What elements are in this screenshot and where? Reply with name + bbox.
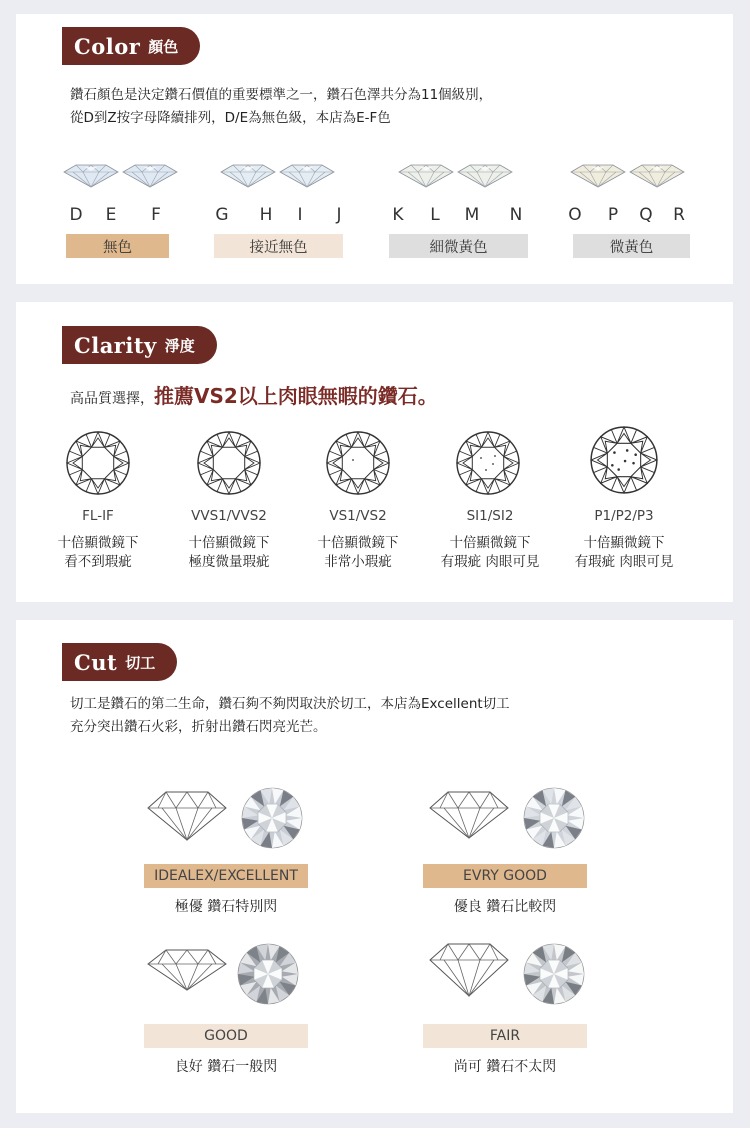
diamond-profile-icon	[144, 788, 230, 844]
clarity-diagram-fl-if	[65, 430, 131, 496]
grade-letter: K	[392, 205, 404, 225]
clarity-item-fl-if	[33, 508, 163, 572]
grade-letter: N	[509, 205, 523, 225]
cut-grade-very-good: EVRY GOOD	[423, 864, 587, 888]
color-heading	[62, 27, 200, 65]
grade-letter: I	[297, 205, 303, 225]
cut-heading-zh: 切工	[125, 653, 156, 672]
grade-letter: D	[69, 205, 83, 225]
clarity-heading-en: Clarity	[74, 332, 157, 358]
clarity-grade: SI1/SI2	[466, 508, 514, 524]
color-heading-en: Color	[74, 33, 141, 59]
diamond-pair-colorless	[61, 154, 179, 194]
clarity-desc: 有瑕疵 肉眼可見	[574, 554, 674, 570]
clarity-desc: 十倍顯微鏡下	[317, 535, 399, 551]
clarity-heading	[62, 326, 217, 364]
color-description-line1: 鑽石顏色是決定鑽石價值的重要標準之一，鑽石色澤共分為11個級別，	[70, 87, 493, 103]
clarity-desc: 看不到瑕疵	[64, 554, 132, 570]
cut-heading	[62, 643, 177, 681]
cut-grade-desc: 極優 鑽石特別閃	[174, 899, 278, 915]
clarity-diagram-p	[589, 425, 659, 495]
clarity-desc: 十倍顯微鏡下	[57, 535, 139, 551]
cut-description-line1: 切工是鑽石的第二生命，鑽石夠不夠閃取決於切工，本店為Excellent切工	[70, 696, 510, 712]
diamond-photo-fair	[522, 942, 586, 1006]
cut-grade-fair: FAIR	[423, 1024, 587, 1048]
clarity-intro-text: 高品質選擇，	[70, 391, 154, 407]
clarity-item-vvs	[164, 508, 294, 572]
clarity-diagram-vs	[325, 430, 391, 496]
diamond-photo-good	[236, 942, 300, 1006]
diamond-pair-light-yellow	[568, 154, 686, 194]
diamond-photo-very-good	[522, 786, 586, 850]
color-description-line2: 從D到Z按字母降續排列，D/E為無色級，本店為E-F色	[70, 110, 391, 126]
clarity-item-vs	[293, 508, 423, 572]
cut-grade-desc: 優良 鑽石比較閃	[453, 899, 557, 915]
color-heading-zh: 顏色	[148, 37, 179, 56]
clarity-desc: 有瑕疵 肉眼可見	[440, 554, 540, 570]
clarity-card	[16, 302, 733, 602]
grade-letter: G	[215, 205, 229, 225]
grade-letter: M	[464, 205, 480, 225]
diamond-photo-excellent	[240, 786, 304, 850]
cut-description-line2: 充分突出鑽石火彩，折射出鑽石閃亮光芒。	[70, 719, 327, 735]
color-group-faint-yellow: 細微黃色	[389, 234, 528, 258]
color-group-colorless: 無色	[66, 234, 169, 258]
grade-letter: Q	[639, 205, 653, 225]
cut-description	[70, 693, 510, 739]
diamond-profile-icon	[426, 788, 512, 844]
cut-grade-desc: 尚可 鑽石不太閃	[453, 1059, 557, 1075]
cut-heading-en: Cut	[74, 649, 118, 675]
grade-letter: R	[673, 205, 685, 225]
clarity-desc: 極度微量瑕疵	[188, 554, 270, 570]
color-description	[70, 84, 492, 130]
clarity-desc: 十倍顯微鏡下	[583, 535, 665, 551]
clarity-intro	[70, 380, 438, 409]
cut-card	[16, 620, 733, 1113]
color-group-near-colorless: 接近無色	[214, 234, 343, 258]
clarity-item-si	[425, 508, 555, 572]
grade-letter: H	[259, 205, 273, 225]
grade-letter: F	[151, 205, 161, 225]
clarity-desc: 十倍顯微鏡下	[188, 535, 270, 551]
clarity-heading-zh: 淨度	[164, 336, 195, 355]
clarity-diagram-vvs	[196, 430, 262, 496]
clarity-item-p	[559, 508, 689, 572]
clarity-recommendation: 推薦VS2以上肉眼無暇的鑽石。	[154, 384, 438, 408]
clarity-grade: P1/P2/P3	[594, 508, 654, 524]
grade-letter: J	[336, 205, 342, 225]
clarity-grade: VVS1/VVS2	[191, 508, 267, 524]
grade-letter: P	[607, 205, 619, 225]
grade-letter: L	[430, 205, 440, 225]
diamond-profile-icon	[426, 940, 512, 1000]
diamond-pair-faint-yellow	[396, 154, 514, 194]
diamond-profile-icon	[144, 944, 230, 1000]
clarity-diagram-si	[455, 430, 521, 496]
color-card	[16, 14, 733, 284]
clarity-grade: FL-IF	[82, 508, 114, 524]
grade-letter: O	[568, 205, 582, 225]
cut-grade-good: GOOD	[144, 1024, 308, 1048]
color-group-light-yellow: 微黃色	[573, 234, 690, 258]
clarity-desc: 十倍顯微鏡下	[449, 535, 531, 551]
clarity-desc: 非常小瑕疵	[324, 554, 392, 570]
grade-letter: E	[105, 205, 117, 225]
cut-grade-excellent: IDEALEX/EXCELLENT	[144, 864, 308, 888]
cut-grade-desc: 良好 鑽石一般閃	[174, 1059, 278, 1075]
diamond-pair-near-colorless	[218, 154, 336, 194]
clarity-grade: VS1/VS2	[329, 508, 387, 524]
